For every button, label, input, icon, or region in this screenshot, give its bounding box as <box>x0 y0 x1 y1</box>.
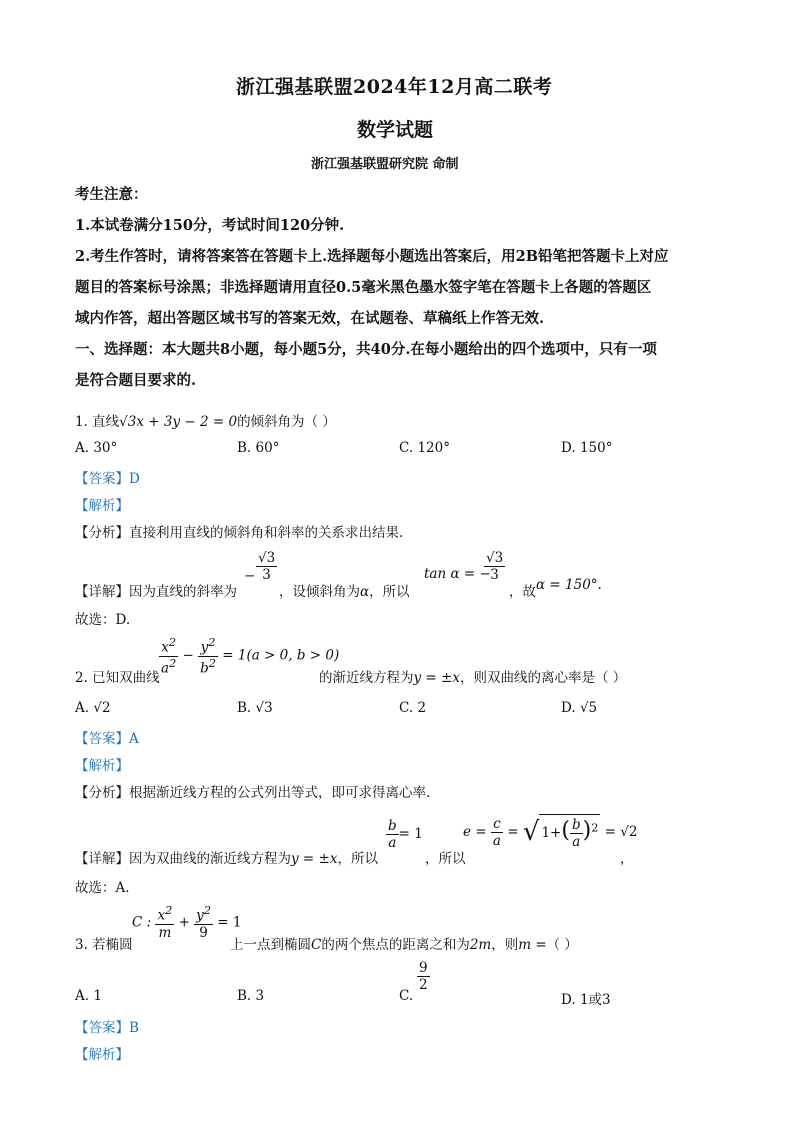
q3-option-c: C. <box>399 988 414 1004</box>
org-line: 浙江强基联盟研究院 命制 <box>311 157 459 172</box>
q1-option-d: D. 150° <box>561 440 613 456</box>
q1-detail-mid: ，设倾斜角为α，所以 <box>279 584 410 600</box>
q3-answer: 【答案】B <box>75 1020 139 1036</box>
q2-option-b: B. √3 <box>237 700 273 716</box>
q1-suffix: 的倾斜角为（ ） <box>237 414 336 430</box>
q1-equation: √3x + 3y − 2 = 0 <box>119 414 238 430</box>
q1-analysis: 【解析】 <box>75 498 129 514</box>
subject-title: 数学试题 <box>357 119 434 141</box>
page-title: 浙江强基联盟2024年12月高二联考 <box>236 76 553 98</box>
q2-comma: ， <box>620 851 634 867</box>
q3-option-c-fraction: $\frac{9}{2}$ <box>419 960 428 993</box>
q2-option-a: A. √2 <box>75 700 111 716</box>
q1-fenxi: 【分析】直接利用直线的倾斜角和斜率的关系求出结果. <box>75 525 404 541</box>
q1-detail-end: ，故 <box>509 584 536 600</box>
q1-answer: 【答案】D <box>75 471 140 487</box>
notice-line-2c: 域内作答，超出答题区域书写的答案无效，在试题卷、草稿纸上作答无效. <box>75 310 545 327</box>
q2-ba-eq: $\frac{b}{a}$ = 1 <box>388 818 423 851</box>
section-line-2: 是符合题目要求的. <box>75 372 197 389</box>
notice-line-2b: 题目的答案标号涂黑；非选择题请用直径0.5毫米黑色墨水签字笔在答题卡上各题的答题区 <box>75 279 652 296</box>
q3-option-a: A. 1 <box>75 988 102 1004</box>
q1-option-c: C. 120° <box>399 440 450 456</box>
q2-option-c: C. 2 <box>399 700 427 716</box>
q3-option-b: B. 3 <box>237 988 265 1004</box>
q2-eccentricity: e = $\frac{c}{a}$ = √ 1+( $\frac{b}{a}$ )$^2$ = √2 <box>463 815 638 850</box>
q3-prefix: 3. 若椭圆 <box>75 937 133 953</box>
q2-option-d: D. √5 <box>561 700 598 716</box>
q3-middle: 上一点到椭圆C的两个焦点的距离之和为2m，则m =（ ） <box>230 937 578 953</box>
q1-prefix: 1. 直线 <box>75 414 120 430</box>
section-line-1: 一、选择题：本大题共8小题，每小题5分，共40分.在每小题给出的四个选项中，只有一项 <box>75 341 657 358</box>
q3-option-d: D. 1或3 <box>561 992 611 1008</box>
notice-line-2a: 2.考生作答时，请将答案答在答题卡上.选择题每小题选出答案后，用2B铅笔把答题卡上对应 <box>75 248 669 265</box>
q2-suffix: 的渐近线方程为y = ±x，则双曲线的离心率是（ ） <box>319 670 627 686</box>
q2-analysis: 【解析】 <box>75 758 129 774</box>
q2-prefix: 2. 已知双曲线 <box>75 670 160 686</box>
q1-tan-fraction: $\frac{√3}{3}$ <box>486 550 504 583</box>
q1-stem <box>75 410 336 430</box>
q1-detail-prefix: 【详解】因为直线的斜率为 <box>75 584 237 600</box>
notice-heading: 考生注意： <box>75 186 148 203</box>
q1-option-a: A. 30° <box>75 440 118 456</box>
q2-fenxi: 【分析】根据渐近线方程的公式列出等式，即可求得离心率. <box>75 785 431 801</box>
q2-answer: 【答案】A <box>75 731 139 747</box>
q2-detail-prefix: 【详解】因为双曲线的渐近线方程为y = ±x，所以 <box>75 851 378 867</box>
q1-tan: tan α = − <box>424 566 491 582</box>
q1-option-b: B. 60° <box>237 440 280 456</box>
q2-choose: 故选：A. <box>75 880 130 896</box>
q1-choose: 故选：D. <box>75 612 131 628</box>
notice-line-1: 1.本试卷满分150分，考试时间120分钟. <box>75 217 345 234</box>
q2-hyperbola-eq: $\frac{x^2}{a^2}$ − $\frac{y^2}{b^2}$ = 1(a > 0, b > 0) <box>161 636 340 676</box>
q3-ellipse-eq: C : $\frac{x^2}{m}$ + $\frac{y^2}{9}$ = 1 <box>132 904 242 941</box>
q1-result: α = 150°. <box>536 577 602 593</box>
q2-detail-mid2: ，所以 <box>425 851 466 867</box>
document-page: 浙江强基联盟2024年12月高二联考 数学试题 浙江强基联盟研究院 命制 考生注意： 1.本试卷满分150分，考试时间120分钟. 2.考生作答时，请将答案答在答题卡上.选择题每小题选出答案后，用2B铅笔把答题卡上对应 题目的答案标号涂黑；非选择题请用直径0.5毫米黑色墨水签字笔在答题卡上各题的答题区 域内作答，超出答题区域书写的答案无效，在试题卷、草稿纸上作答无效. 一、选择题：本大题共8小题，每小题5分，共40分.在每小题给出的四个选项中，只有一项 是符合题目要求的. 1. 直线√3x + 3y − 2 = 0的倾斜角为（ ） A. 30° B. 60° C. 120° D. 150° 【答案】D 【解析】 【分析】直接利用直线的倾斜角和斜率的关系求出结果. 【详解】因为直线的斜率为 − $\frac{√3}{3}$ ，设倾斜角为α，所以 tan α = − $\frac{√3}{3}$ ，故 α = 150°. 故选：D. 2. 已知双曲线 $\frac{x^2}{a^2}$ − $\frac{y^2}{b^2}$ = 1(a > 0, b > 0) 的渐近线方程为y = ±x，则双曲线的离心率是（ ） A. √2 B. √3 C. 2 D. √5 【答案】A 【解析】 【分析】根据渐近线方程的公式列出等式，即可求得离心率. 【详解】因为双曲线的渐近线方程为y = ±x，所以 $\frac{b}{a}$ = 1 ，所以 e = $\frac{c}{a}$ = √ 1+( $\frac{b}{a}$ )$^2$ = √2 ， 故选：A. 3. 若椭圆 C : $\frac{x^2}{m}$ + $\frac{y^2}{9}$ = 1 上一点到椭圆C的两个焦点的距离之和为2m，则m =（ ） A. 1 B. 3 C. $\frac{9}{2}$ D. 1或3 【答案】B 【解析】 <box>0 0 794 1124</box>
q3-analysis: 【解析】 <box>75 1047 129 1063</box>
